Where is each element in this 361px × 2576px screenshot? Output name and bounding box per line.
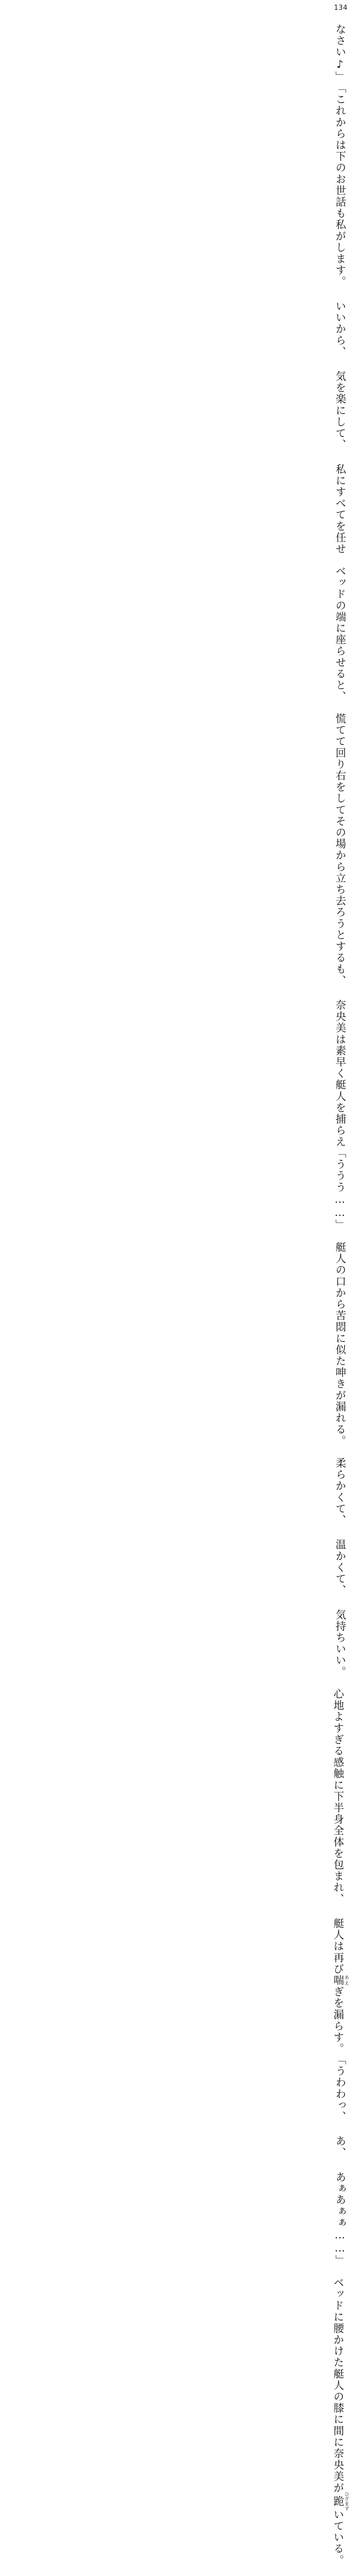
vertical-text-body xyxy=(21,24,349,2566)
text-line: ベッドの端に座らせると、 xyxy=(334,565,346,702)
text-line: 「これからは下のお世話も私がします。 いいから、 気を楽にして、 私にすべてを任せ xyxy=(334,82,346,555)
text-line: 艇人の口から苦悶に似た呻きが漏れる。 xyxy=(334,1241,346,1447)
text-line: なさい♪」 xyxy=(334,24,346,82)
ruby-annotation: 跪 ひざまず xyxy=(332,2491,349,2511)
text-line: 「ううう……」 xyxy=(334,1147,346,1231)
text-line: 「うわわっ、 あ、 あぁあぁぁ……」 xyxy=(334,2054,346,2267)
text-line xyxy=(329,2566,349,2576)
text-line: 慌てて回り右をしてその場から立ち去ろうとするも、 奈央美は素早く艇人を捕らえ xyxy=(334,713,346,1148)
text-line: 心地よすぎる感触に下半身全体を包まれ、 艇人は再び喘 あえぎを漏らす。 xyxy=(332,1688,349,2055)
text-line: 柔らかくて、 温かくて、 気持ちいい。 xyxy=(334,1457,346,1677)
text-line: ベッドに腰かけた艇人の膝に間に奈央美が跪 ひざまずいている。 xyxy=(332,2277,349,2566)
ruby-annotation: 喘 あえ xyxy=(332,1974,349,1986)
page-number: 134 xyxy=(334,4,348,12)
